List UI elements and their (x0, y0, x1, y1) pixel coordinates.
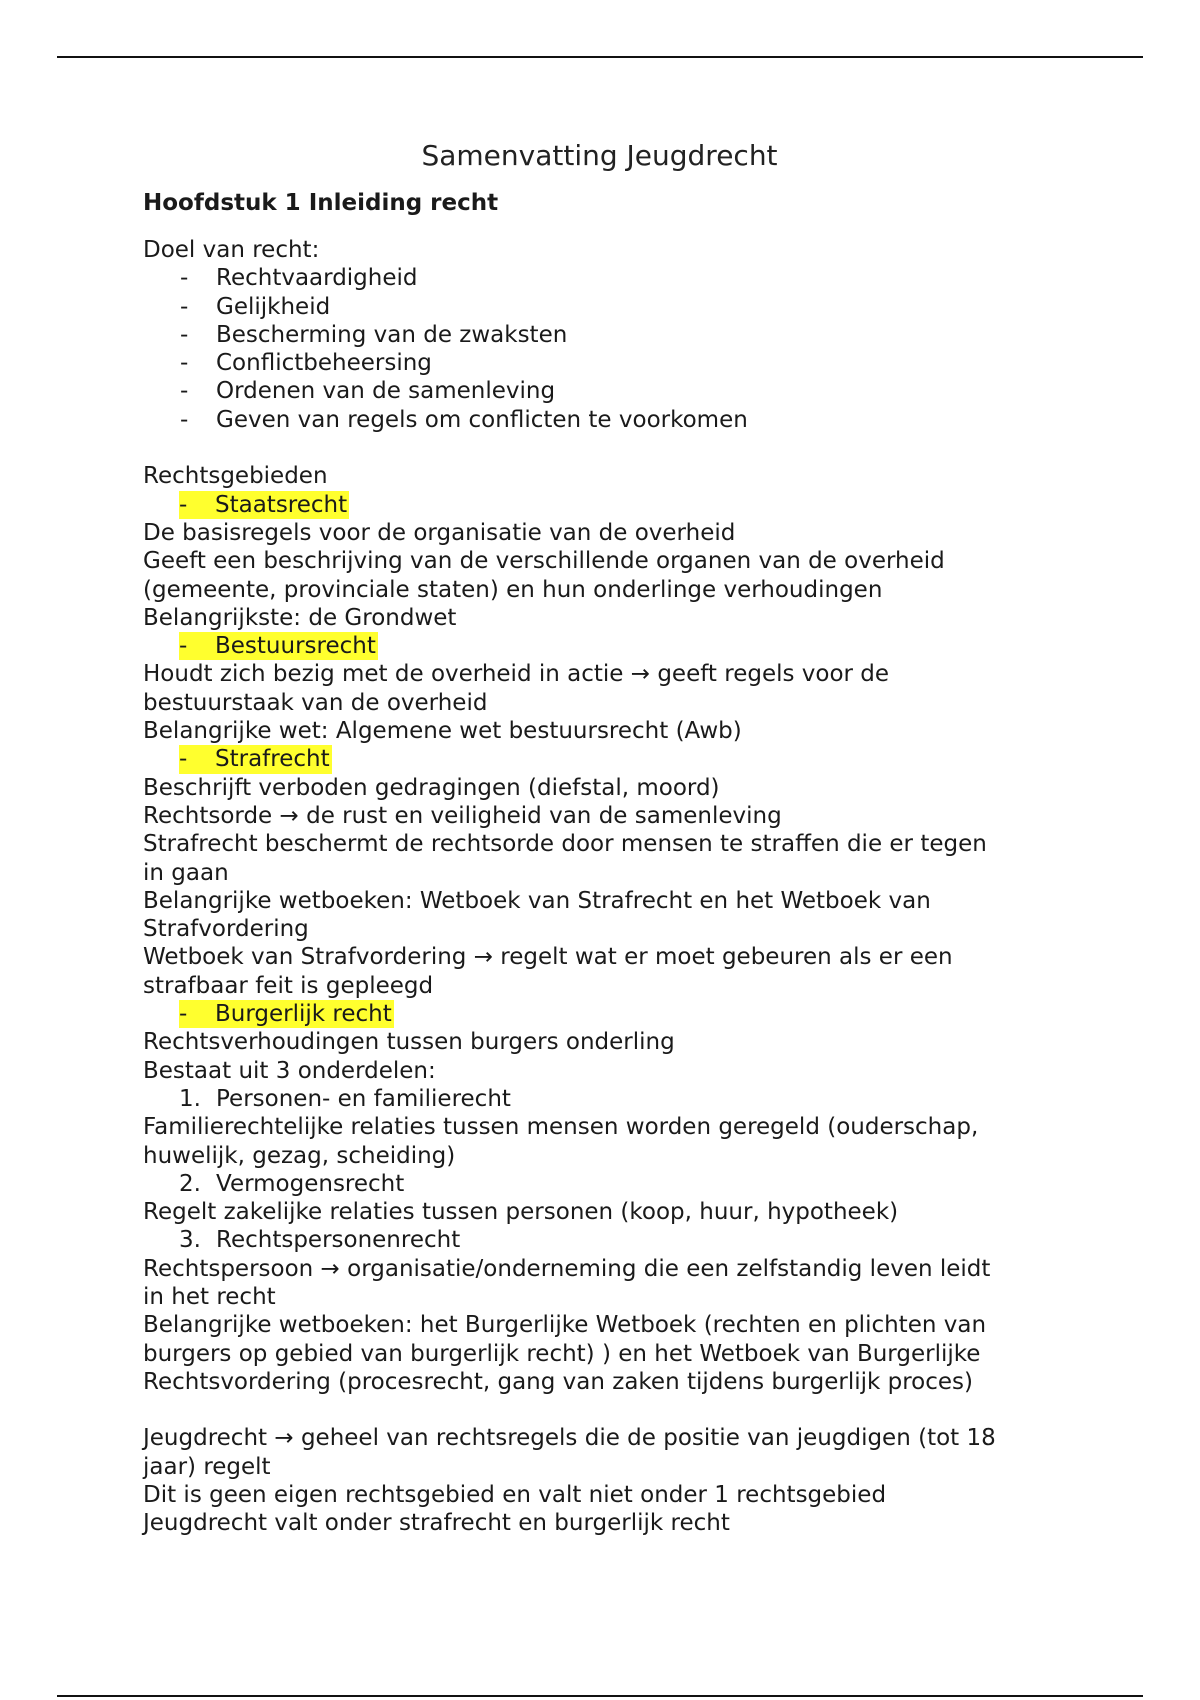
numbered-item: 2. Vermogensrecht (179, 1170, 405, 1197)
section-burgerlijk-recht (143, 1000, 1063, 1396)
dash-marker: - (180, 293, 189, 320)
chapter-heading: Hoofdstuk 1 Inleiding recht (143, 190, 499, 216)
numbered-item: 1. Personen- en familierecht (179, 1085, 511, 1112)
paragraph-line: huwelijk, gezag, scheiding) (143, 1142, 456, 1169)
highlighted-heading: - Strafrecht (179, 746, 330, 773)
document-body (143, 138, 1063, 1538)
list-item: - Conflictbeheersing (180, 350, 432, 377)
paragraph-line: strafbaar feit is gepleegd (143, 972, 434, 999)
goal-intro: Doel van recht: (143, 237, 320, 263)
paragraph-line: bestuurstaak van de overheid (143, 689, 488, 716)
paragraph-line: Belangrijke wet: Algemene wet bestuursrecht (Awb) (143, 718, 742, 745)
paragraph-line: De basisregels voor de organisatie van de overheid (143, 519, 736, 546)
bottom-rule (57, 1695, 1143, 1697)
highlighted-heading: - Bestuursrecht (179, 633, 376, 660)
paragraph-line: Rechtsvordering (procesrecht, gang van zaken tijdens burgerlijk proces) (143, 1368, 973, 1395)
list-item: - Gelijkheid (180, 293, 331, 320)
list-item: - Geven van regels om conflicten te voorkomen (180, 406, 748, 433)
paragraph-line: Beschrijft verboden gedragingen (diefstal, moord) (143, 774, 720, 801)
paragraph-line: Strafrecht beschermt de rechtsorde door mensen te straffen die er tegen (143, 831, 987, 858)
top-rule (57, 56, 1143, 58)
areas-heading: Rechtsgebieden (143, 463, 328, 490)
paragraph-line: Rechtsorde → de rust en veiligheid van de samenleving (143, 802, 782, 829)
section-jeugdrecht (143, 1424, 1063, 1537)
paragraph-line: Regelt zakelijke relaties tussen personen (koop, huur, hypotheek) (143, 1199, 899, 1226)
highlighted-heading: - Burgerlijk recht (179, 1001, 392, 1028)
paragraph-line: jaar) regelt (143, 1453, 271, 1480)
paragraph-line: Jeugdrecht valt onder strafrecht en burgerlijk recht (143, 1510, 730, 1537)
dash-marker: - (180, 265, 189, 292)
number-marker: 1. (179, 1085, 201, 1112)
document-title: Samenvatting Jeugdrecht (421, 139, 778, 172)
number-marker: 2. (179, 1170, 201, 1197)
number-marker: 3. (179, 1227, 201, 1254)
dash-marker: - (180, 350, 189, 377)
paragraph-line: Houdt zich bezig met de overheid in actie → geeft regels voor de (143, 661, 890, 688)
dash-marker: - (180, 406, 189, 433)
paragraph-line: Bestaat uit 3 onderdelen: (143, 1057, 436, 1084)
numbered-item: 3. Rechtspersonenrecht (179, 1227, 461, 1254)
paragraph-line: in het recht (143, 1283, 276, 1310)
spacer (143, 434, 1063, 462)
paragraph-line: Jeugdrecht → geheel van rechtsregels die de positie van jeugdigen (tot 18 (143, 1425, 996, 1452)
list-item: - Rechtvaardigheid (180, 265, 418, 292)
paragraph-line: Wetboek van Strafvordering → regelt wat er moet gebeuren als er een (143, 944, 953, 971)
paragraph-line: Belangrijkste: de Grondwet (143, 604, 457, 631)
paragraph-line: Belangrijke wetboeken: Wetboek van Strafrecht en het Wetboek van (143, 887, 931, 914)
paragraph-line: Dit is geen eigen rechtsgebied en valt niet onder 1 rechtsgebied (143, 1482, 887, 1509)
list-item: - Ordenen van de samenleving (180, 378, 556, 405)
paragraph-line: in gaan (143, 859, 229, 886)
paragraph-line: (gemeente, provinciale staten) en hun onderlinge verhoudingen (143, 576, 883, 603)
paragraph-line: Familierechtelijke relaties tussen mensen worden geregeld (ouderschap, (143, 1114, 979, 1141)
list-item: - Bescherming van de zwaksten (180, 321, 568, 348)
section-bestuursrecht (143, 632, 1063, 745)
section-strafrecht (143, 745, 1063, 1000)
paragraph-line: Strafvordering (143, 916, 309, 943)
paragraph-line: burgers op gebied van burgerlijk recht) ) en het Wetboek van Burgerlijke (143, 1340, 981, 1367)
section-staatsrecht (143, 491, 1063, 632)
paragraph-line: Rechtsverhoudingen tussen burgers onderling (143, 1029, 675, 1056)
dash-marker: - (180, 378, 189, 405)
highlighted-heading: - Staatsrecht (179, 491, 348, 518)
dash-marker: - (180, 321, 189, 348)
paragraph-line: Geeft een beschrijving van de verschillende organen van de overheid (143, 548, 945, 575)
goal-list (143, 264, 1063, 434)
paragraph-line: Belangrijke wetboeken: het Burgerlijke Wetboek (rechten en plichten van (143, 1312, 987, 1339)
paragraph-line: Rechtspersoon → organisatie/onderneming die een zelfstandig leven leidt (143, 1255, 991, 1282)
spacer (143, 1396, 1063, 1424)
